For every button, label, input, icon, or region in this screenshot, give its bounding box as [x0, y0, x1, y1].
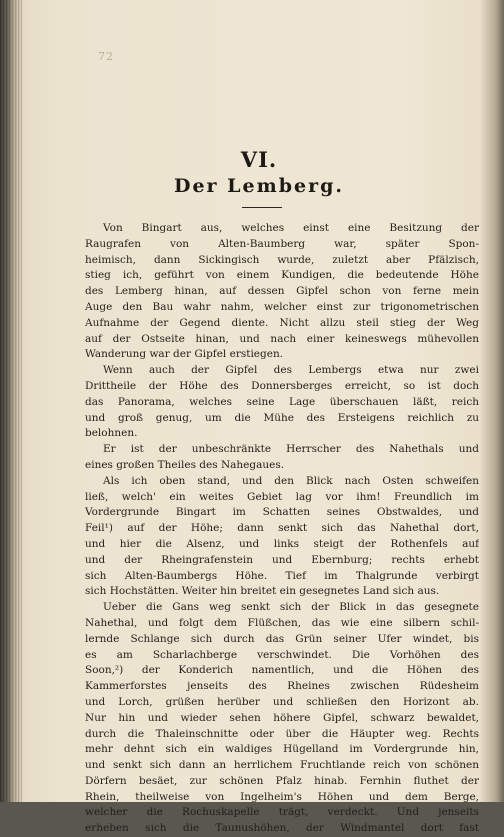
text-line: Nur hin und wieder sehen höhere Gipfel, schwarz bewaldet,	[85, 711, 479, 724]
chapter-title: Der Lemberg.	[173, 175, 345, 197]
text-line: Vordergrunde Bingart im Schatten seines Obstwaldes, und	[85, 506, 479, 519]
text-line: Raugrafen von Alten-Baumberg war, später Spon-	[85, 237, 479, 250]
text-line: durch die Thaleinschnitte oder über die Häupter weg. Rechts	[85, 727, 479, 740]
text-line: und der Rheingrafenstein und Ebernburg; rechts erhebt	[85, 553, 479, 566]
text-line: es am Scharlachberge verschwindet. Die Vorhöhen des	[85, 648, 479, 661]
text-line: und Lorch, grüßen herüber und schließen den Horizont ab.	[85, 695, 479, 708]
book-binding-edge	[0, 0, 22, 802]
text-line: stieg ich, geführt von einem Kundigen, die bedeutende Höhe	[85, 269, 479, 282]
text-line: und senkt sich dann an herrlichem Fruchtlande reich von schönen	[85, 759, 479, 772]
text-line: sich Alten-Baumbergs Höhe. Tief im Thalgrunde verbirgt	[85, 569, 479, 582]
text-line: und groß genug, um die Mühe des Ersteigens reichlich zu	[85, 411, 479, 424]
text-line: Feil¹) auf der Höhe; dann senkt sich das Nahethal dort,	[85, 522, 479, 535]
text-line: Wanderung war der Gipfel erstiegen.	[85, 348, 284, 361]
text-line: Er ist der unbeschränkte Herrscher des Nahethals und	[103, 443, 479, 456]
text-line: Von Bingart aus, welches einst eine Besitzung der	[103, 222, 479, 234]
text-line: Wenn auch der Gipfel des Lembergs etwa nur zwei	[103, 364, 479, 377]
text-line: Ueber die Gans weg senkt sich der Blick in das gesegnete	[103, 601, 479, 614]
text-line: Nahethal, und folgt dem Flüßchen, das wie eine silbern schil-	[85, 616, 479, 629]
text-line: auf der Ostseite hinan, und nach einer keineswegs mühevollen	[85, 332, 479, 345]
text-line: erheben sich die Taunushöhen, der Windmantel dort fast	[85, 822, 479, 835]
text-line: eines großen Theiles des Nahegaues.	[85, 458, 285, 471]
text-line: das Panorama, welches seine Lage überschauen läßt, reich	[85, 395, 479, 408]
text-line: Rhein, theilweise von Ingelheim's Höhen und dem Berge,	[85, 790, 479, 803]
text-line: Aufnahme der Gegend diente. Nicht allzu steil stieg der Weg	[85, 316, 479, 329]
title-divider	[242, 207, 282, 208]
book-page	[24, 0, 494, 835]
text-line: Drittheile der Höhe des Donnersberges erreicht, so ist doch	[85, 379, 479, 392]
text-line: belohnen.	[85, 427, 138, 440]
text-line: Als ich oben stand, und den Blick nach Osten schweifen	[103, 474, 479, 487]
text-line: ließ, welch' ein weites Gebiet lag vor ihm! Freundlich im	[85, 490, 479, 503]
chapter-body-text	[85, 221, 479, 837]
text-line: und hier die Alsenz, und links steigt der Rothenfels auf	[85, 537, 479, 550]
text-line: Kammerforstes jenseits des Rheines zwischen Rüdesheim	[85, 680, 479, 693]
text-line: des Lemberg hinan, auf dessen Gipfel schon von ferne mein	[85, 285, 479, 298]
text-line: lernde Schlange sich durch das Grün seiner Ufer windet, bis	[85, 632, 479, 645]
text-line: heimisch, dann Sickingisch wurde, zuletzt aber Pfälzisch,	[85, 253, 479, 266]
text-line: welcher die Rochuskapelle trägt, verdeckt. Und jenseits	[85, 806, 479, 819]
text-line: mehr dehnt sich ein waldiges Hügelland im Vordergrunde hin,	[85, 743, 479, 756]
text-line: Soon,²) der Konderich namentlich, und die Höhen des	[85, 664, 479, 677]
text-line: Dörfern besäet, zur schönen Pfalz hinab. Fernhin fluthet der	[85, 774, 479, 787]
text-line: Auge den Bau wahr nahm, welcher einst zur trigonometrischen	[85, 300, 479, 313]
text-line: sich Hochstätten. Weiter hin breitet ein gesegnetes Land sich aus.	[85, 585, 440, 598]
page-number: 72	[98, 50, 114, 63]
chapter-number: VI.	[240, 147, 278, 172]
